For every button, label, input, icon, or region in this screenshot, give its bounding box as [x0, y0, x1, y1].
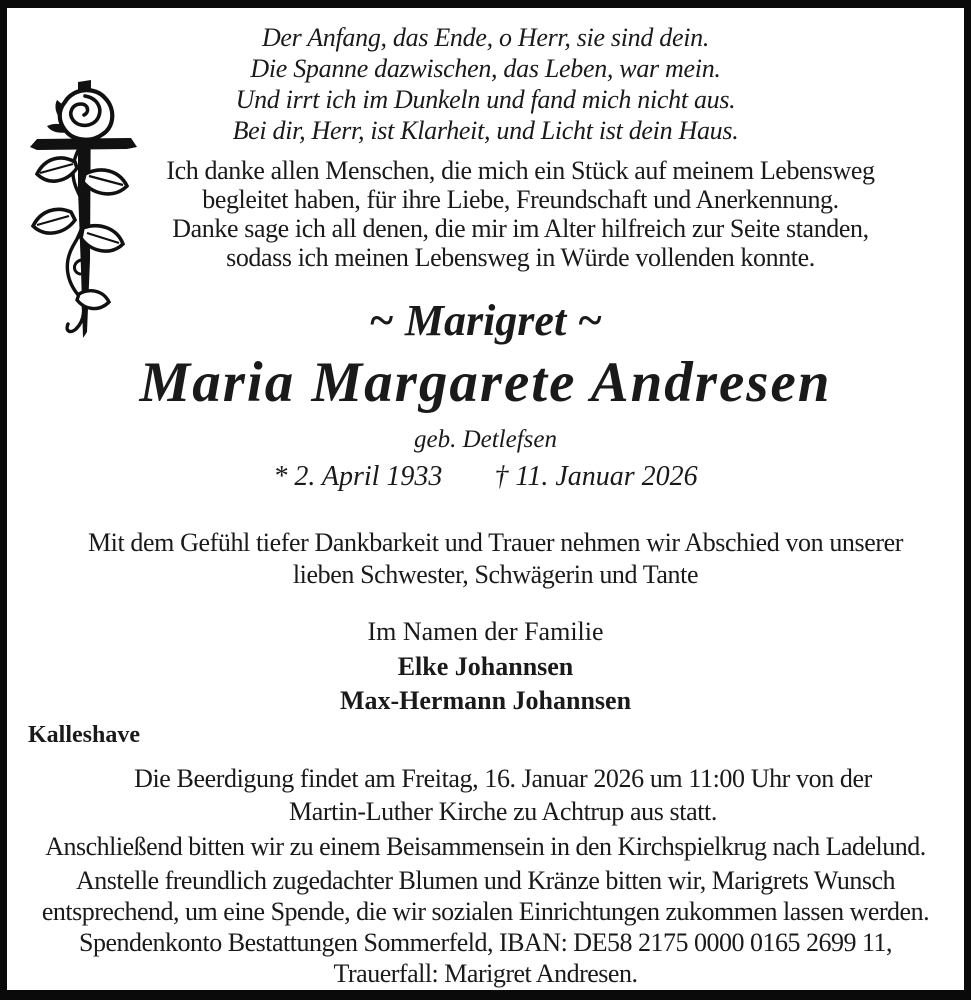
burial-line: Die Beerdigung findet am Freitag, 16. Januar 2026 um 11:00 Uhr von der [134, 764, 872, 793]
birth-date: * 2. April 1933 [273, 461, 443, 492]
poem-line: Die Spanne dazwischen, das Leben, war mein. [250, 54, 721, 83]
poem-line: Und irrt ich im Dunkeln und fand mich nicht aus. [235, 85, 736, 114]
donation-line: entsprechend, um eine Spende, die wir sozialen Einrichtungen zukommen lassen werden. [41, 897, 930, 926]
thanks-line: begleitet haben, für ihre Liebe, Freundschaft und Anerkennung. [202, 185, 839, 214]
gathering-line: Anschließend bitten wir zu einem Beisammensein in den Kirchspielkrug nach Ladelund. [45, 832, 926, 861]
deceased-name: Maria Margarete Andresen [139, 351, 832, 414]
family-intro: Im Namen der Familie [367, 617, 604, 646]
burial-details [42, 762, 964, 828]
donation-line: Spendenkonto Bestattungen Sommerfeld, IBAN: DE58 2175 0000 0165 2699 11, [78, 928, 892, 957]
thanks-line: Ich danke allen Menschen, die mich ein Stück auf meinem Lebensweg [166, 156, 875, 185]
life-dates [7, 460, 964, 494]
family-member: Max-Hermann Johannsen [339, 686, 632, 715]
obituary-page [7, 8, 964, 990]
burial-line: Martin-Luther Kirche zu Achtrup aus statt. [289, 797, 717, 826]
thanks-line: Danke sage ich all denen, die mir im Alter hilfreich zur Seite standen, [172, 214, 869, 243]
gathering-note [7, 831, 964, 862]
opening-poem [7, 22, 964, 146]
family-place: Kalleshave [28, 722, 140, 748]
maiden-name: geb. Detlefsen [413, 426, 557, 453]
farewell-paragraph [27, 527, 964, 591]
farewell-line: lieben Schwester, Schwägerin und Tante [292, 560, 699, 589]
thanks-paragraph [77, 156, 964, 272]
donation-note [7, 865, 964, 989]
deceased-nickname: ~ Marigret ~ [368, 296, 603, 345]
poem-line: Bei dir, Herr, ist Klarheit, und Licht ist dein Haus. [232, 116, 739, 145]
donation-line: Anstelle freundlich zugedachter Blumen und Kränze bitten wir, Marigrets Wunsch [75, 866, 896, 895]
family-member: Elke Johannsen [397, 652, 574, 681]
farewell-line: Mit dem Gefühl tiefer Dankbarkeit und Trauer nehmen wir Abschied von unserer [87, 528, 904, 557]
thanks-line: sodass ich meinen Lebensweg in Würde vollenden konnte. [226, 243, 815, 272]
donation-line: Trauerfall: Marigret Andresen. [333, 959, 638, 988]
death-date: † 11. Januar 2026 [494, 461, 698, 492]
poem-line: Der Anfang, das Ende, o Herr, sie sind dein. [261, 23, 710, 52]
